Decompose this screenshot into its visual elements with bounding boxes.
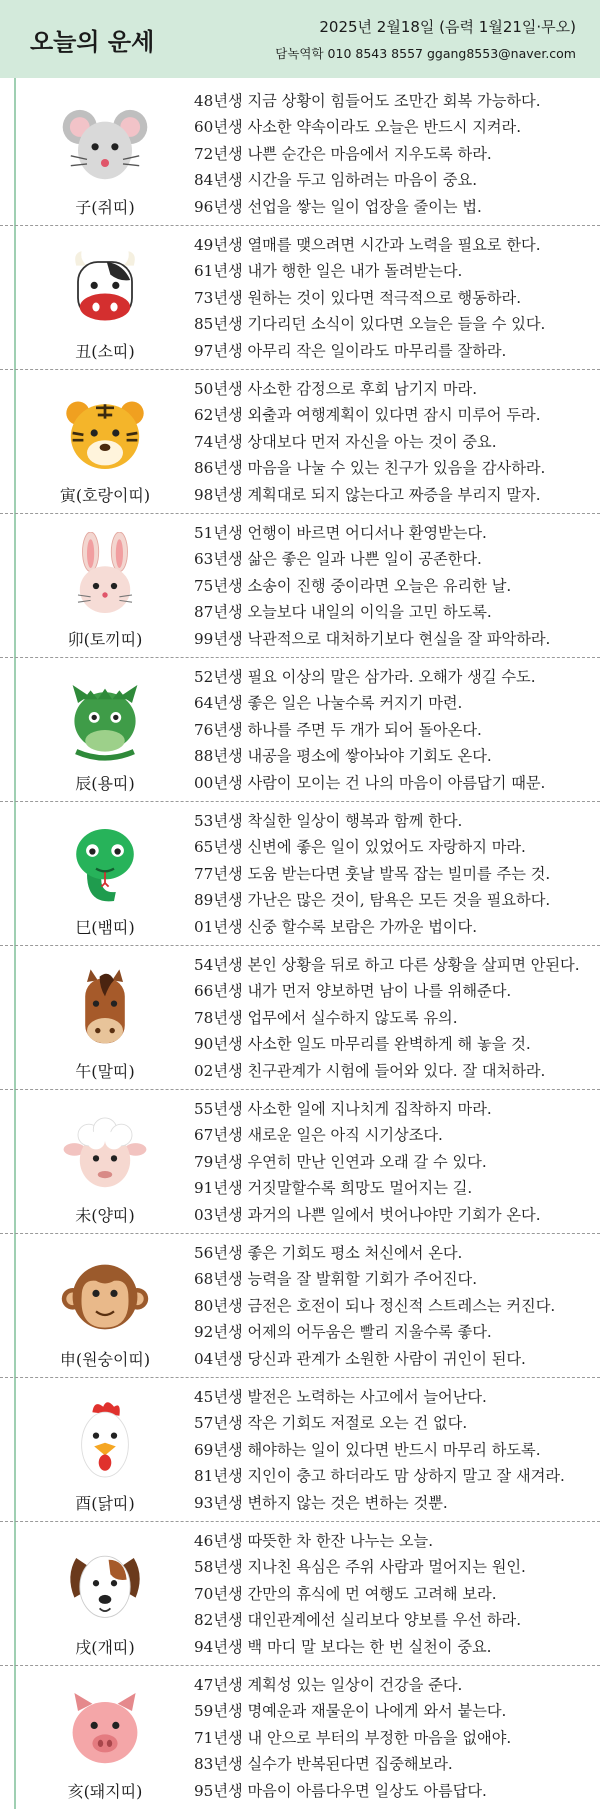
fortune-line: 79년생 우연히 만난 인연과 오래 갈 수 있다. xyxy=(194,1152,487,1171)
fortune-line: 47년생 계획성 있는 일상이 건강을 준다. xyxy=(194,1676,463,1694)
fortune-line: 01년생 신중 할수록 보람은 가까운 법이다. xyxy=(194,917,478,936)
fortune-line: 84년생 시간을 두고 임하려는 마음이 중요. xyxy=(194,171,478,190)
zodiac-animal xyxy=(30,238,180,363)
fortune-line: 65년생 신변에 좋은 일이 있었어도 자랑하지 마라. xyxy=(194,838,526,857)
fortune-line: 68년생 능력을 잘 발휘할 기회가 주어진다. xyxy=(194,1270,478,1289)
fortune-lines xyxy=(194,664,594,796)
fortune-line: 61년생 내가 행한 일은 내가 돌려받는다. xyxy=(194,262,463,281)
zodiac-section xyxy=(0,1665,600,1809)
fortune-lines xyxy=(194,88,594,220)
pig-icon xyxy=(58,1684,152,1774)
zodiac-section xyxy=(0,1521,600,1665)
zodiac-animal xyxy=(30,1102,180,1227)
fortune-line: 55년생 사소한 일에 지나치게 집착하지 마라. xyxy=(194,1100,492,1118)
fortune-line: 99년생 낙관적으로 대처하기보다 현실을 잘 파악하라. xyxy=(194,629,551,648)
fortune-line: 92년생 어제의 어두움은 빨리 지울수록 좋다. xyxy=(194,1323,492,1342)
fortune-line: 77년생 도움 받는다면 훗날 발목 잡는 빌미를 주는 것. xyxy=(194,864,551,883)
fortune-line: 91년생 거짓말할수록 희망도 멀어지는 길. xyxy=(194,1179,473,1198)
tiger-icon xyxy=(58,388,152,478)
contact-line: 담녹역학 010 8543 8557 ggang8553@naver.com xyxy=(275,46,576,61)
zodiac-section xyxy=(0,82,600,225)
fortune-line: 78년생 업무에서 실수하지 않도록 유의. xyxy=(194,1008,458,1027)
fortune-line: 69년생 해야하는 일이 있다면 반드시 마무리 하도록. xyxy=(194,1440,541,1459)
zodiac-section xyxy=(0,1233,600,1377)
fortune-line: 80년생 금전은 호전이 되나 정신적 스트레스는 커진다. xyxy=(194,1296,556,1315)
zodiac-section xyxy=(0,513,600,657)
fortune-line: 83년생 실수가 반복된다면 집중해보라. xyxy=(194,1755,453,1774)
zodiac-section xyxy=(0,1089,600,1233)
zodiac-label: 亥(돼지띠) xyxy=(67,1782,143,1801)
fortune-line: 45년생 발전은 노력하는 사고에서 늘어난다. xyxy=(194,1388,487,1406)
header-bar xyxy=(0,0,600,78)
fortune-line: 67년생 새로운 일은 아직 시기상조다. xyxy=(194,1126,443,1145)
fortune-line: 76년생 하나를 주면 두 개가 되어 돌아온다. xyxy=(194,720,482,739)
zodiac-label: 巳(뱀띠) xyxy=(75,918,135,937)
fortune-line: 49년생 열매를 맺으려면 시간과 노력을 필요로 한다. xyxy=(194,236,541,254)
dog-icon xyxy=(58,1540,152,1630)
fortune-line: 70년생 간만의 휴식에 먼 여행도 고려해 보라. xyxy=(194,1584,497,1603)
zodiac-section xyxy=(0,801,600,945)
fortune-lines xyxy=(194,376,594,508)
zodiac-label: 戌(개띠) xyxy=(75,1638,135,1657)
fortune-line: 53년생 착실한 일상이 행복과 함께 한다. xyxy=(194,812,463,830)
fortune-line: 51년생 언행이 바르면 어디서나 환영받는다. xyxy=(194,524,487,542)
fortune-line: 97년생 아무리 작은 일이라도 마무리를 잘하라. xyxy=(194,341,507,360)
fortune-line: 46년생 따뜻한 차 한잔 나누는 오늘. xyxy=(194,1532,434,1550)
zodiac-section xyxy=(0,657,600,801)
fortune-line: 74년생 상대보다 먼저 자신을 아는 것이 중요. xyxy=(194,432,497,451)
zodiac-animal xyxy=(30,382,180,507)
zodiac-label: 辰(용띠) xyxy=(75,774,135,793)
fortune-line: 85년생 기다리던 소식이 있다면 오늘은 들을 수 있다. xyxy=(194,315,546,334)
fortune-lines xyxy=(194,232,594,364)
date-line: 2025년 2월18일 (음력 1월21일·무오) xyxy=(319,18,576,36)
fortune-line: 75년생 소송이 진행 중이라면 오늘은 유리한 날. xyxy=(194,576,512,595)
zodiac-label: 子(쥐띠) xyxy=(75,198,135,217)
zodiac-animal xyxy=(30,1390,180,1515)
zodiac-animal xyxy=(30,1246,180,1371)
fortune-line: 52년생 필요 이상의 말은 삼가라. 오해가 생길 수도. xyxy=(194,668,536,686)
dragon-icon xyxy=(58,676,152,766)
fortune-line: 81년생 지인이 충고 하더라도 맘 상하지 말고 잘 새겨라. xyxy=(194,1467,565,1486)
fortune-lines xyxy=(194,1528,594,1660)
zodiac-label: 午(말띠) xyxy=(75,1062,135,1081)
ox-icon xyxy=(58,244,152,334)
zodiac-label: 酉(닭띠) xyxy=(75,1494,135,1513)
zodiac-animal xyxy=(30,1534,180,1659)
fortune-line: 54년생 본인 상황을 뒤로 하고 다른 상황을 살피면 안된다. xyxy=(194,956,580,974)
fortune-line: 86년생 마음을 나눌 수 있는 친구가 있음을 감사하라. xyxy=(194,459,546,478)
fortune-line: 71년생 내 안으로 부터의 부정한 마음을 없애야. xyxy=(194,1728,512,1747)
snake-icon xyxy=(58,820,152,910)
rat-icon xyxy=(58,100,152,190)
sheep-icon xyxy=(58,1108,152,1198)
fortune-line: 72년생 나쁜 순간은 마음에서 지우도록 하라. xyxy=(194,144,492,163)
fortune-line: 93년생 변하지 않는 것은 변하는 것뿐. xyxy=(194,1493,448,1512)
rooster-icon xyxy=(58,1396,152,1486)
zodiac-section xyxy=(0,1377,600,1521)
fortune-lines xyxy=(194,1672,594,1804)
fortune-line: 89년생 가난은 많은 것이, 탐욕은 모든 것을 필요하다. xyxy=(194,891,551,910)
page-title: 오늘의 운세 xyxy=(30,28,155,56)
zodiac-label: 未(양띠) xyxy=(75,1206,135,1225)
zodiac-animal xyxy=(30,958,180,1083)
zodiac-animal xyxy=(30,94,180,219)
fortune-lines xyxy=(194,808,594,940)
fortune-lines xyxy=(194,1096,594,1228)
fortune-lines xyxy=(194,952,594,1084)
fortune-line: 00년생 사람이 모이는 건 나의 마음이 아름답기 때문. xyxy=(194,773,546,792)
fortune-line: 03년생 과거의 나쁜 일에서 벗어나야만 기회가 온다. xyxy=(194,1205,541,1224)
zodiac-animal xyxy=(30,1678,180,1803)
fortune-line: 58년생 지나친 욕심은 주위 사람과 멀어지는 원인. xyxy=(194,1558,526,1577)
fortune-line: 60년생 사소한 약속이라도 오늘은 반드시 지켜라. xyxy=(194,118,522,137)
zodiac-label: 寅(호랑이띠) xyxy=(59,486,151,505)
fortune-line: 48년생 지금 상황이 힘들어도 조만간 회복 가능하다. xyxy=(194,92,541,110)
fortune-line: 95년생 마음이 아름다우면 일상도 아름답다. xyxy=(194,1781,487,1800)
fortune-line: 62년생 외출과 여행계획이 있다면 잠시 미루어 두라. xyxy=(194,406,541,425)
zodiac-animal xyxy=(30,814,180,939)
zodiac-label: 申(원숭이띠) xyxy=(59,1350,151,1369)
fortune-line: 98년생 계획대로 되지 않는다고 짜증을 부리지 말자. xyxy=(194,485,541,504)
zodiac-list xyxy=(0,82,600,1809)
fortune-lines xyxy=(194,1384,594,1516)
fortune-line: 90년생 사소한 일도 마무리를 완벽하게 해 놓을 것. xyxy=(194,1035,531,1054)
fortune-lines xyxy=(194,1240,594,1372)
fortune-line: 64년생 좋은 일은 나눌수록 커지기 마련. xyxy=(194,694,463,713)
fortune-line: 50년생 사소한 감정으로 후회 남기지 마라. xyxy=(194,380,478,398)
fortune-line: 88년생 내공을 평소에 쌓아놔야 기회도 온다. xyxy=(194,747,492,766)
fortune-line: 56년생 좋은 기회도 평소 처신에서 온다. xyxy=(194,1244,463,1262)
fortune-line: 57년생 작은 기회도 저절로 오는 건 없다. xyxy=(194,1414,468,1433)
fortune-line: 04년생 당신과 관계가 소원한 사람이 귀인이 된다. xyxy=(194,1349,526,1368)
fortune-line: 96년생 선업을 쌓는 일이 업장을 줄이는 법. xyxy=(194,197,482,216)
zodiac-label: 卯(토끼띠) xyxy=(67,630,143,649)
rabbit-icon xyxy=(58,532,152,622)
fortune-line: 73년생 원하는 것이 있다면 적극적으로 행동하라. xyxy=(194,288,522,307)
fortune-line: 87년생 오늘보다 내일의 이익을 고민 하도록. xyxy=(194,603,492,622)
zodiac-animal xyxy=(30,670,180,795)
zodiac-label: 丑(소띠) xyxy=(75,342,135,361)
fortune-line: 82년생 대인관계에선 실리보다 양보를 우선 하라. xyxy=(194,1611,522,1630)
fortune-line: 94년생 백 마디 말 보다는 한 번 실천이 중요. xyxy=(194,1637,492,1656)
horse-icon xyxy=(58,964,152,1054)
fortune-line: 63년생 삶은 좋은 일과 나쁜 일이 공존한다. xyxy=(194,550,482,569)
fortune-line: 66년생 내가 먼저 양보하면 남이 나를 위해준다. xyxy=(194,982,512,1001)
zodiac-animal xyxy=(30,526,180,651)
fortune-lines xyxy=(194,520,594,652)
zodiac-section xyxy=(0,945,600,1089)
fortune-line: 59년생 명예운과 재물운이 나에게 와서 붙는다. xyxy=(194,1702,507,1721)
monkey-icon xyxy=(58,1252,152,1342)
fortune-line: 02년생 친구관계가 시험에 들어와 있다. 잘 대처하라. xyxy=(194,1061,546,1080)
zodiac-section xyxy=(0,225,600,369)
zodiac-section xyxy=(0,369,600,513)
